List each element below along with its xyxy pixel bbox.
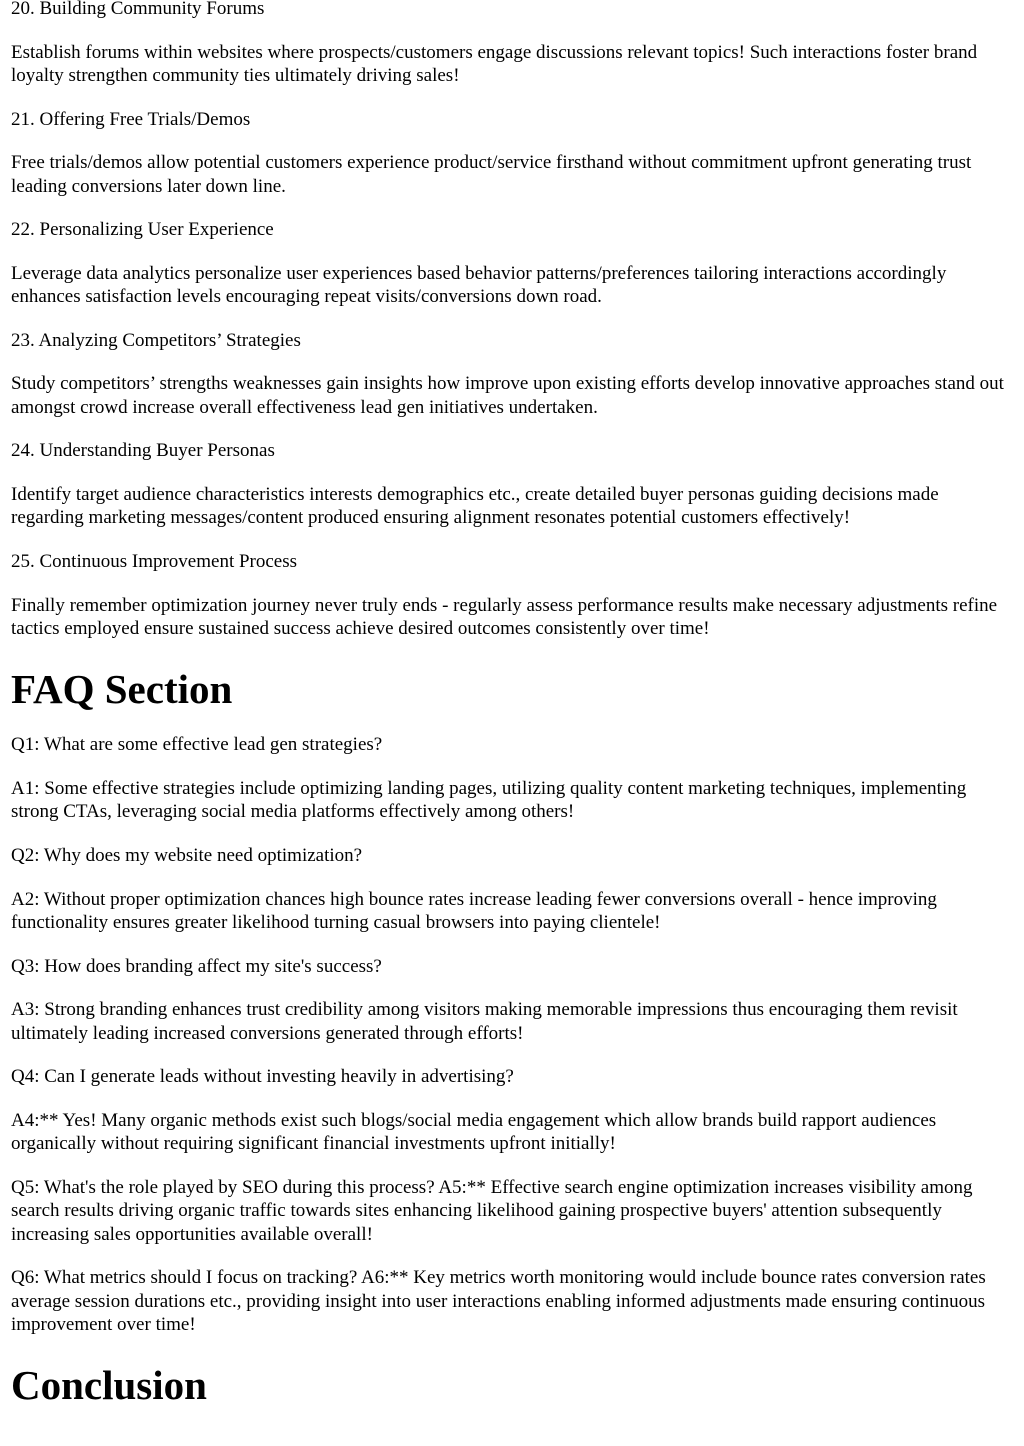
tip-body-24: Identify target audience characteristics interests demographics etc., create detailed buyer personas guiding decisions made regarding marketing messages/content produced ensuring alignment resonates potential customers effectively! <box>11 483 939 529</box>
faq-qa-5: Q5: What's the role played by SEO during this process? A5:** Effective search engine optimization increases visibility among search results driving organic traffic towards sites enhancing likelihood gaining prospective buyers' attention subsequently increasing sales opportunities available overall! <box>11 1176 973 1245</box>
faq-question-1: Q1: What are some effective lead gen strategies? <box>11 734 383 756</box>
faq-answer-4: A4:** Yes! Many organic methods exist such blogs/social media engagement which allow brands build rapport audiences organically without requiring significant financial investments upfront initially! <box>11 1109 937 1155</box>
conclusion-heading: Conclusion <box>11 1362 207 1409</box>
tip-body-21: Free trials/demos allow potential customers experience product/service firsthand without commitment upfront generating trust leading conversions later down line. <box>11 152 972 197</box>
faq-heading: FAQ Section <box>11 666 233 713</box>
faq-answer-2: A2: Without proper optimization chances high bounce rates increase leading fewer conversions overall - hence improving functionality ensures greater likelihood turning casual browsers into paying clientele! <box>11 888 937 933</box>
tip-body-25: Finally remember optimization journey never truly ends - regularly assess performance results make necessary adjustments refine tactics employed ensure sustained success achieve desired outcomes consistently over time! <box>11 594 998 639</box>
faq-question-4: Q4: Can I generate leads without investing heavily in advertising? <box>11 1066 514 1088</box>
tip-body-23: Study competitors’ strengths weaknesses gain insights how improve upon existing efforts develop innovative approaches stand out amongst crowd increase overall effectiveness lead gen initiatives undertaken. <box>11 373 1004 418</box>
tip-heading-22: 22. Personalizing User Experience <box>11 219 274 241</box>
tip-heading-25: 25. Continuous Improvement Process <box>11 550 298 572</box>
tip-body-20: Establish forums within websites where prospects/customers engage discussions relevant topics! Such interactions foster brand loyalty strengthen community ties ultimately driving sales! <box>11 41 978 86</box>
tip-body-22: Leverage data analytics personalize user experiences based behavior patterns/preferences tailoring interactions accordingly enhances satisfaction levels encouraging repeat visits/conversions down road. <box>11 262 947 308</box>
tip-heading-24: 24. Understanding Buyer Personas <box>11 440 275 462</box>
tip-heading-21: 21. Offering Free Trials/Demos <box>11 108 251 130</box>
faq-answer-3: A3: Strong branding enhances trust credibility among visitors making memorable impressions thus encouraging them revisit ultimately leading increased conversions generated through efforts! <box>11 999 958 1044</box>
faq-question-3: Q3: How does branding affect my site's success? <box>11 955 382 977</box>
tip-heading-23: 23. Analyzing Competitors’ Strategies <box>11 329 301 351</box>
faq-qa-6: Q6: What metrics should I focus on tracking? A6:** Key metrics worth monitoring would include bounce rates conversion rates average session durations etc., providing insight into user interactions enabling informed adjustments made ensuring continuous improvement over time! <box>11 1267 986 1335</box>
faq-question-2: Q2: Why does my website need optimization? <box>11 844 363 866</box>
tip-heading-20: 20. Building Community Forums <box>11 0 265 19</box>
faq-answer-1: A1: Some effective strategies include optimizing landing pages, utilizing quality content marketing techniques, implementing strong CTAs, leveraging social media platforms effectively among others! <box>11 777 967 823</box>
